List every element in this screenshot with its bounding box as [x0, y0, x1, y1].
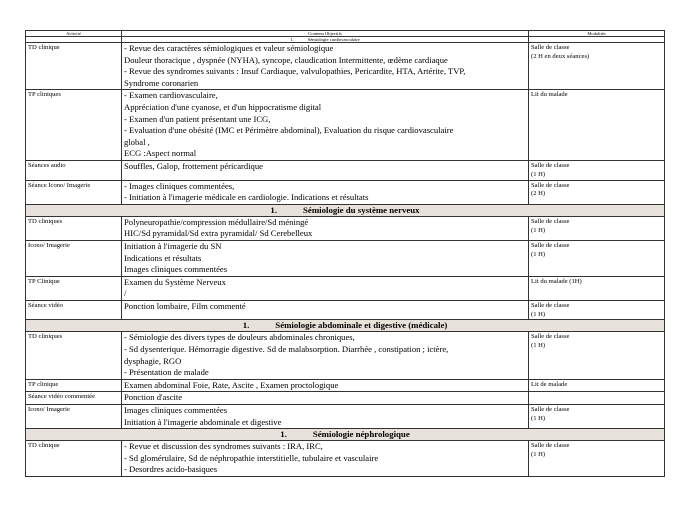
- modality-cell: [529, 276, 665, 300]
- section-subheader-text: Sémiologie cardiovasculaire: [307, 37, 360, 42]
- content-line: - Images cliniques commentées,: [124, 180, 235, 191]
- modality-cell: [529, 332, 665, 379]
- section-title-text: Sémiologie abdominale et digestive (médicale): [275, 320, 448, 331]
- modality-cell: [529, 379, 665, 392]
- content-line: - Desordres acido-basiques: [124, 464, 218, 475]
- header-contenu: Contenu Objectifs: [122, 31, 529, 37]
- activity-cell: Séance vidéo: [26, 300, 122, 320]
- table-row: [26, 405, 665, 429]
- content-line: Initiation à l'imagerie abdominale et digestive: [124, 416, 282, 427]
- modality-line: (1 H): [531, 170, 546, 178]
- modality-line: Salle de classe: [531, 241, 570, 249]
- content-line: dysphagie, RGO: [124, 355, 182, 366]
- content-line: Images cliniques commentées: [124, 264, 228, 275]
- activity-cell: TP cliniques: [26, 90, 122, 161]
- content-line: Ponction d'ascite: [124, 392, 183, 403]
- content-cell: [122, 90, 529, 161]
- table-row: [26, 379, 665, 392]
- modality-line: (2 H en deux séances): [531, 52, 590, 60]
- content-line: Souffles, Galop, frottement péricardique: [124, 160, 263, 171]
- content-line: HIC/Sd pyramidal/Sd extra pyramidal/ Sd Cerebelleux: [124, 228, 313, 239]
- modality-line: (1 H): [531, 451, 546, 459]
- section-title: [26, 320, 665, 332]
- header-activite: Activité: [26, 31, 122, 37]
- table-row: [26, 160, 665, 180]
- modality-line: Salle de classe: [531, 161, 570, 169]
- modality-line: Salle de classe: [531, 301, 570, 309]
- syllabus-table-body: [26, 31, 665, 477]
- content-line: Syndrome coronarien: [124, 77, 199, 88]
- content-cell: [122, 180, 529, 204]
- activity-cell: Icono/ Imagerie: [26, 240, 122, 276]
- modality-line: Salle de classe: [531, 406, 570, 414]
- content-cell: [122, 276, 529, 300]
- content-line: Ponction lombaire, Film commenté: [124, 300, 246, 311]
- modality-cell: [529, 216, 665, 240]
- modality-line: Salle de classe: [531, 442, 570, 450]
- content-cell: [122, 240, 529, 276]
- syllabus-sheet: [25, 30, 665, 477]
- content-line: global ,: [124, 136, 150, 147]
- table-row: [26, 216, 665, 240]
- content-line: ECG :Aspect normal: [124, 148, 197, 159]
- table-row: [26, 441, 665, 477]
- content-line: Douleur thoracique , dyspnée (NYHA), syncope, claudication Intermittente, œdème cardiaque: [124, 54, 448, 65]
- activity-cell: Séance Icono/ Imagerie: [26, 180, 122, 204]
- modality-line: Salle de classe: [531, 333, 570, 341]
- section-title: [26, 429, 665, 441]
- content-cell: [122, 379, 529, 392]
- content-line: - Sd dysenterique. Hémorragie digestive. Sd de malabsorption. Diarrhée , constipation ; ictère,: [124, 344, 449, 355]
- content-line: - Examen d'un patient présentant une ICG,: [124, 113, 271, 124]
- modality-cell: [529, 392, 665, 405]
- content-line: - Revue et discussion des syndromes suivants : IRA, IRC,: [124, 441, 323, 452]
- section-number: 1.: [270, 204, 278, 215]
- modality-cell: [529, 90, 665, 161]
- section-title-text: Sémiologie du système nerveux: [303, 204, 420, 215]
- content-line: - Initiation à l'imagerie médicale en cardiologie. Indications et résultats: [124, 192, 369, 203]
- activity-cell: Icono/ Imagerie: [26, 405, 122, 429]
- section-title-text: Sémiologie néphrologique: [312, 429, 410, 440]
- content-line: Indications et résultats: [124, 252, 202, 263]
- modality-line: Lit de malade: [531, 380, 568, 388]
- modality-line: Salle de classe: [531, 44, 570, 51]
- activity-cell: TP clinique: [26, 379, 122, 392]
- section-number: 1.: [280, 429, 287, 440]
- content-line: - Evaluation d'une obésité (IMC et Périmètre abdominal), Evaluation du risque cardiovasculaire: [124, 125, 454, 136]
- modality-cell: [529, 300, 665, 320]
- modality-cell: [529, 43, 665, 90]
- modality-line: Salle de classe: [531, 217, 570, 225]
- activity-cell: TD clinique: [26, 43, 122, 90]
- table-row: [26, 90, 665, 161]
- activity-cell: Séances audio: [26, 160, 122, 180]
- activity-cell: TD cliniques: [26, 332, 122, 379]
- content-line: - Sd glomérulaire, Sd de néphropathie interstitielle, tubulaire et vasculaire: [124, 452, 379, 463]
- table-row: [26, 332, 665, 379]
- modality-line: Salle de classe: [531, 181, 570, 189]
- section-title-row: [26, 204, 665, 216]
- content-line: /: [124, 288, 127, 299]
- activity-cell: TP Clinique: [26, 276, 122, 300]
- section-number: 1.: [242, 320, 250, 331]
- activity-cell: TD clinique: [26, 441, 122, 477]
- activity-cell: TD cliniques: [26, 216, 122, 240]
- header-modalites: Modalités: [529, 31, 665, 37]
- content-line: - Présentation de malade: [124, 367, 209, 378]
- content-cell: [122, 332, 529, 379]
- content-cell: [122, 392, 529, 405]
- table-row: [26, 180, 665, 204]
- modality-line: Lit du malade: [531, 91, 568, 99]
- modality-cell: [529, 180, 665, 204]
- content-line: - Sémiologie des divers types de douleurs abdominales chroniques,: [124, 332, 355, 343]
- modality-cell: [529, 441, 665, 477]
- modality-cell: [529, 160, 665, 180]
- table-row: [26, 240, 665, 276]
- modality-line: Lit du malade (1H): [531, 277, 582, 285]
- modality-cell: [529, 240, 665, 276]
- content-line: Examen du Système Nerveux: [124, 276, 226, 287]
- content-line: Polyneuropathie/compression médullaire/Sd méningé: [124, 216, 309, 227]
- section-title-row: [26, 320, 665, 332]
- section-title-row: [26, 429, 665, 441]
- content-cell: [122, 160, 529, 180]
- modality-line: (2 H): [531, 190, 546, 198]
- content-cell: [122, 43, 529, 90]
- content-cell: [122, 405, 529, 429]
- table-row: [26, 300, 665, 320]
- modality-cell: [529, 405, 665, 429]
- table-row: [26, 392, 665, 405]
- section-subheader-number: 1.: [290, 37, 294, 42]
- activity-cell: Séance vidéo commentée: [26, 392, 122, 405]
- section-title: [26, 204, 665, 216]
- modality-line: (1 H): [531, 250, 546, 258]
- table-row: [26, 276, 665, 300]
- syllabus-table: [25, 30, 665, 477]
- content-cell: [122, 216, 529, 240]
- table-row: [26, 43, 665, 90]
- content-line: - Examen cardiovasculaire,: [124, 90, 218, 101]
- modality-line: (1 H): [531, 226, 546, 234]
- modality-line: (1 H): [531, 310, 546, 318]
- content-line: - Revue des syndromes suivants : Insuf Cardiaque, valvulopathies, Pericardite, HTA, Artérite, TVP,: [124, 66, 466, 77]
- content-cell: [122, 441, 529, 477]
- content-line: Appréciation d'une cyanose, et d'un hippocratisme digital: [124, 101, 322, 112]
- content-line: Examen abdominal Foie, Rate, Ascite , Examen proctologique: [124, 379, 339, 390]
- modality-line: (1 H): [531, 342, 546, 350]
- content-line: - Revue des caractères sémiologiques et valeur sémiologique: [124, 43, 334, 53]
- modality-line: (1 H): [531, 414, 546, 422]
- content-line: Initiation à l'imagerie du SN: [124, 240, 222, 251]
- content-line: Images cliniques commentées: [124, 405, 228, 416]
- content-cell: [122, 300, 529, 320]
